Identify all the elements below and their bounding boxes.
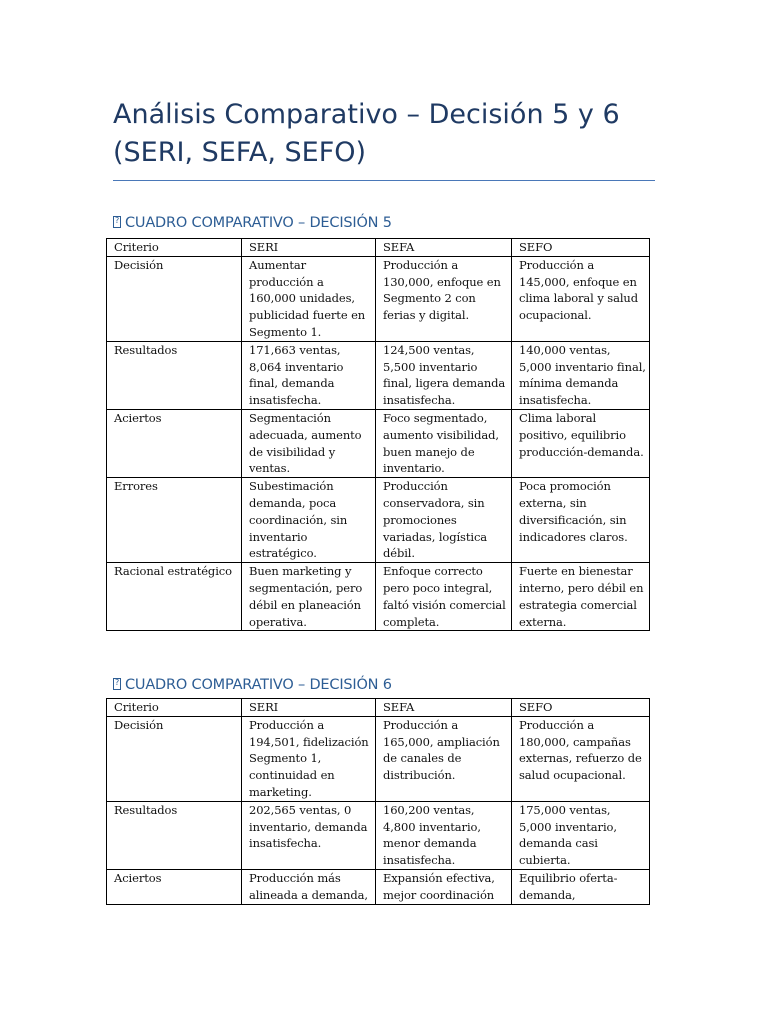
cell-sefo: 140,000 ventas, 5,000 inventario final, mínima demanda insatisfecha. [512, 341, 650, 409]
table-page-break-clip [0, 698, 768, 919]
cell-sefa: Expansión efectiva, mejor coordinación [376, 869, 512, 904]
row-label: Aciertos [107, 869, 242, 904]
table-row [107, 409, 650, 477]
table-row [107, 716, 650, 801]
cell-sefa: 124,500 ventas, 5,500 inventario final, ligera demanda insatisfecha. [376, 341, 512, 409]
header-seri: SERI [242, 699, 376, 717]
cell-seri: 202,565 ventas, 0 inventario, demanda insatisfecha. [242, 801, 376, 869]
section-heading-text: CUADRO COMPARATIVO – DECISIÓN 6 [125, 677, 392, 693]
section-heading-decision-6 [113, 675, 673, 695]
row-label: Resultados [107, 341, 242, 409]
cell-sefo: Poca promoción externa, sin diversificación, sin indicadores claros. [512, 478, 650, 563]
row-label: Decisión [107, 256, 242, 341]
cell-sefa: Foco segmentado, aumento visibilidad, buen manejo de inventario. [376, 409, 512, 477]
cell-sefo: Producción a 145,000, enfoque en clima laboral y salud ocupacional. [512, 256, 650, 341]
row-label: Resultados [107, 801, 242, 869]
header-sefo: SEFO [512, 239, 650, 257]
table-row [107, 341, 650, 409]
cell-sefa: Producción a 130,000, enfoque en Segmento 2 con ferias y digital. [376, 256, 512, 341]
table-row [107, 256, 650, 341]
cell-sefa: Producción conservadora, sin promociones variadas, logística débil. [376, 478, 512, 563]
row-label: Errores [107, 478, 242, 563]
cell-seri: Segmentación adecuada, aumento de visibilidad y ventas. [242, 409, 376, 477]
table-row [107, 801, 650, 869]
cell-sefa: Enfoque correcto pero poco integral, faltó visión comercial completa. [376, 563, 512, 631]
row-label: Aciertos [107, 409, 242, 477]
row-label: Racional estratégico [107, 563, 242, 631]
cell-seri: 171,663 ventas, 8,064 inventario final, demanda insatisfecha. [242, 341, 376, 409]
row-label: Decisión [107, 716, 242, 801]
header-sefo: SEFO [512, 699, 650, 717]
table-row [107, 478, 650, 563]
header-seri: SERI [242, 239, 376, 257]
cell-sefo: Equilibrio oferta-demanda, [512, 869, 650, 904]
section-heading-text: CUADRO COMPARATIVO – DECISIÓN 5 [125, 215, 392, 231]
missing-glyph-icon [113, 678, 121, 690]
table-row [107, 563, 650, 631]
cell-sefo: Producción a 180,000, campañas externas, refuerzo de salud ocupacional. [512, 716, 650, 801]
cell-sefo: Clima laboral positivo, equilibrio producción-demanda. [512, 409, 650, 477]
comparison-table-decision-6 [106, 698, 650, 905]
cell-seri: Buen marketing y segmentación, pero débil en planeación operativa. [242, 563, 376, 631]
title-underline [113, 180, 655, 181]
header-sefa: SEFA [376, 239, 512, 257]
cell-seri: Aumentar producción a 160,000 unidades, publicidad fuerte en Segmento 1. [242, 256, 376, 341]
section-heading-decision-5 [113, 213, 673, 233]
cell-seri: Producción a 194,501, fidelización Segmento 1, continuidad en marketing. [242, 716, 376, 801]
cell-sefo: 175,000 ventas, 5,000 inventario, demanda casi cubierta. [512, 801, 650, 869]
document-title: Análisis Comparativo – Decisión 5 y 6 (SERI, SEFA, SEFO) [113, 99, 620, 168]
cell-seri: Subestimación demanda, poca coordinación, sin inventario estratégico. [242, 478, 376, 563]
cell-sefa: Producción a 165,000, ampliación de canales de distribución. [376, 716, 512, 801]
header-sefa: SEFA [376, 699, 512, 717]
table-header-row [107, 239, 650, 257]
cell-sefa: 160,200 ventas, 4,800 inventario, menor demanda insatisfecha. [376, 801, 512, 869]
comparison-table-decision-5 [106, 238, 650, 631]
table-header-row [107, 699, 650, 717]
table-row [107, 869, 650, 904]
cell-sefo: Fuerte en bienestar interno, pero débil en estrategia comercial externa. [512, 563, 650, 631]
header-criterio: Criterio [107, 239, 242, 257]
missing-glyph-icon [113, 216, 121, 228]
header-criterio: Criterio [107, 699, 242, 717]
cell-seri: Producción más alineada a demanda, [242, 869, 376, 904]
